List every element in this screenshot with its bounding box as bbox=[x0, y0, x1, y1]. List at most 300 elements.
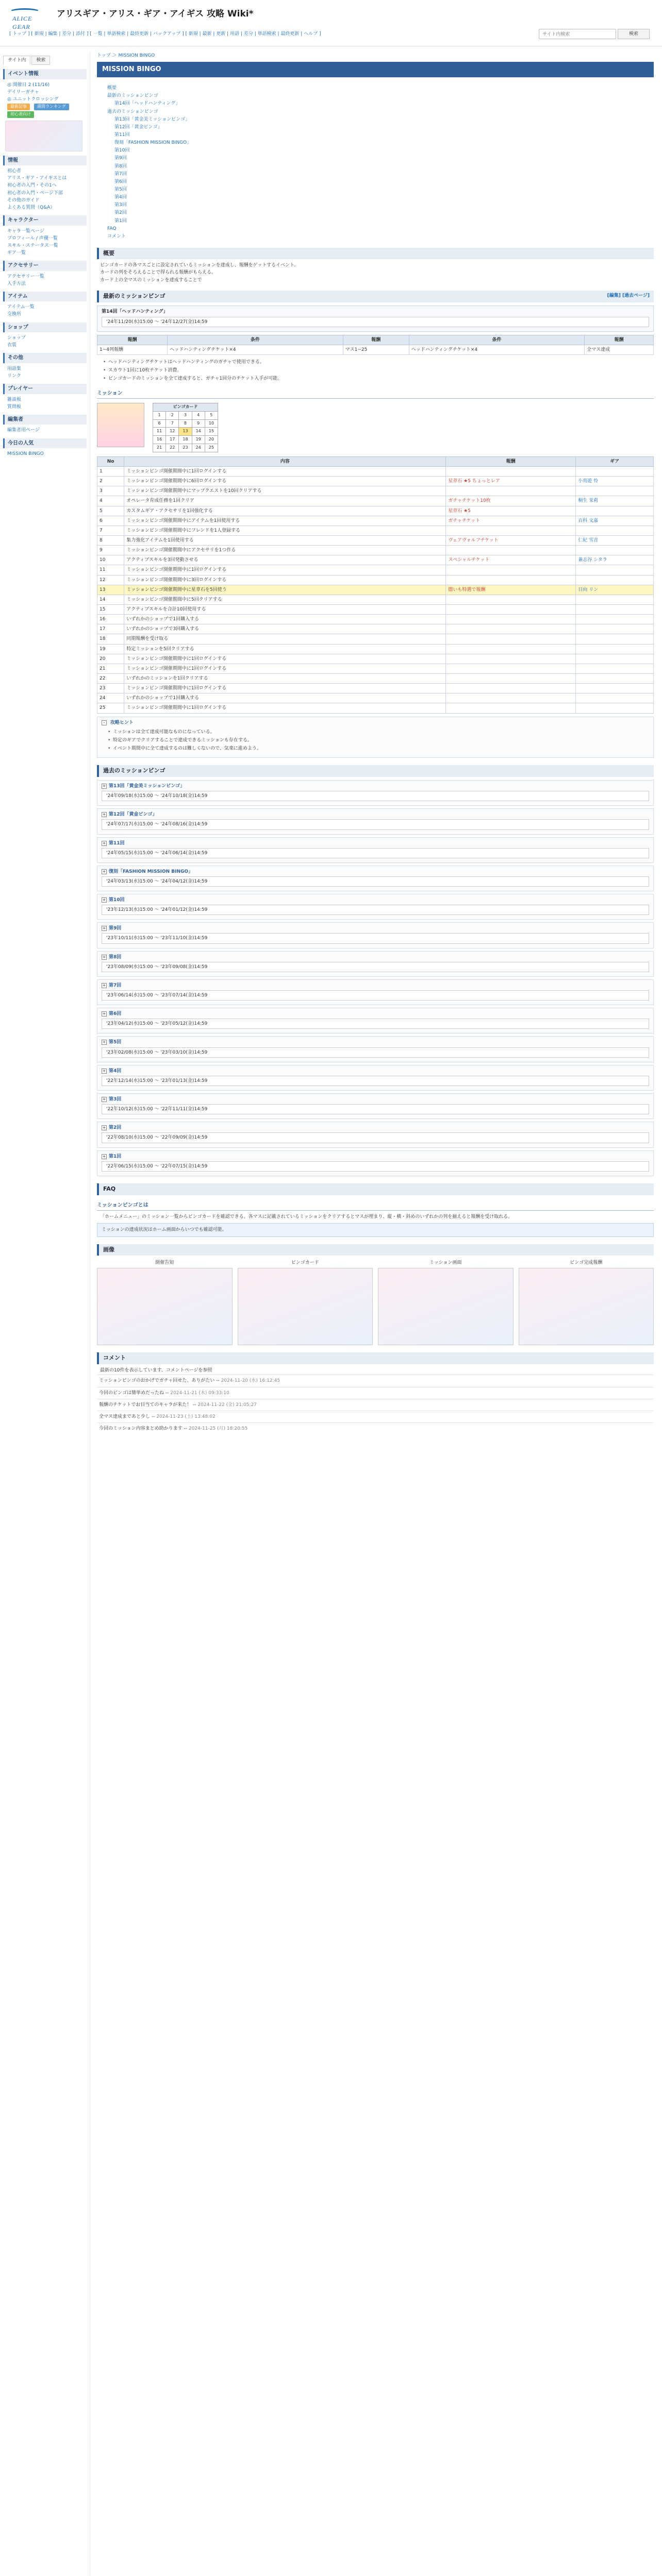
past-bingo-period: '23年02/08(水)15:00 ～ '23年03/10(金)14:59 bbox=[102, 1047, 649, 1058]
sidebar-link[interactable]: ◎ ユニットクロッシング bbox=[7, 96, 59, 102]
latest-reward-table bbox=[97, 335, 654, 355]
sidebar-section-heading: 今日の人気 bbox=[3, 438, 87, 449]
comment-text: 全マス達成まであと少し bbox=[99, 1414, 151, 1419]
table-cell[interactable] bbox=[576, 624, 654, 634]
bingo-cell: 18 bbox=[179, 436, 192, 444]
breadcrumb[interactable]: トップ ＞ MISSION BINGO bbox=[97, 53, 155, 58]
gallery-cell bbox=[238, 1260, 373, 1345]
table-cell: アクティブスキルを3回発動させる bbox=[124, 555, 446, 565]
table-cell[interactable] bbox=[576, 615, 654, 624]
table-cell: 21 bbox=[97, 664, 124, 673]
table-cell bbox=[446, 624, 576, 634]
table-row bbox=[97, 555, 654, 565]
toc-item[interactable]: 第9回 bbox=[114, 156, 127, 161]
comment-item: 今回のビンゴは簡単めだったね -- 2024-11-21 (木) 09:33:10 bbox=[97, 1387, 654, 1399]
reward-table-header: 報酬 bbox=[97, 335, 168, 345]
table-row bbox=[97, 526, 654, 535]
table-row bbox=[97, 546, 654, 555]
toc-item[interactable]: 第2回 bbox=[114, 210, 127, 216]
table-cell[interactable] bbox=[576, 486, 654, 496]
table-cell[interactable] bbox=[576, 526, 654, 535]
table-cell[interactable] bbox=[576, 546, 654, 555]
sidebar-link[interactable]: スキル・ステータス一覧 bbox=[7, 243, 58, 248]
sidebar-tag-badge[interactable]: 初心者向け bbox=[7, 111, 34, 118]
toc-item[interactable]: 第7回 bbox=[114, 171, 127, 177]
gallery-image[interactable] bbox=[97, 1268, 233, 1345]
note-item: • ヘッドハンティングチケットはヘッドハンティングのガチャで使用できる。 bbox=[103, 358, 654, 366]
bingo-cell: 20 bbox=[205, 436, 218, 444]
past-bingo-fold[interactable] bbox=[97, 951, 654, 977]
bingo-visual-area bbox=[97, 403, 654, 452]
table-cell: 23 bbox=[97, 684, 124, 693]
comment-timestamp: 2024-11-21 (木) 09:33:10 bbox=[170, 1390, 229, 1396]
past-bingo-fold[interactable] bbox=[97, 1036, 654, 1062]
sidebar-link[interactable]: ギア一覧 bbox=[7, 250, 26, 256]
past-bingo-fold[interactable] bbox=[97, 1122, 654, 1147]
gallery-cell bbox=[97, 1260, 233, 1345]
past-bingo-fold[interactable] bbox=[97, 1065, 654, 1091]
table-cell bbox=[446, 575, 576, 585]
bingo-cell: 3 bbox=[179, 411, 192, 419]
toc-item[interactable]: 概要 bbox=[107, 86, 117, 91]
past-bingo-list bbox=[97, 780, 654, 1176]
past-bingo-fold[interactable] bbox=[97, 808, 654, 834]
mission-table-header: 内容 bbox=[124, 456, 446, 466]
table-row bbox=[97, 585, 654, 595]
comment-timestamp: 2024-11-23 (土) 13:48:02 bbox=[156, 1414, 216, 1419]
table-row bbox=[97, 496, 654, 506]
fold-toggle-icon[interactable]: - bbox=[102, 720, 107, 725]
table-row bbox=[97, 506, 654, 516]
toc-item[interactable]: 最新のミッションビンゴ bbox=[107, 93, 158, 99]
table-row bbox=[97, 604, 654, 614]
table-cell: ミッションビンゴ開催期間中に1回ログインする bbox=[124, 664, 446, 673]
table-cell: ミッションビンゴ開催期間中にアクセサリを1つ作る bbox=[124, 546, 446, 555]
site-title[interactable]: アリスギア・アリス・ギア・アイギス 攻略 Wiki* bbox=[57, 9, 254, 19]
bingo-cell: 6 bbox=[153, 419, 166, 428]
toc-item[interactable]: 第5回 bbox=[114, 187, 127, 193]
fold-toggle-icon[interactable]: + bbox=[102, 869, 106, 874]
sidebar-link[interactable]: MISSION BINGO bbox=[7, 451, 44, 457]
table-cell: 2 bbox=[97, 477, 124, 486]
toc-item[interactable]: 過去のミッションビンゴ bbox=[107, 109, 158, 114]
section-faq-heading: FAQ bbox=[97, 1183, 654, 1195]
table-cell: 11 bbox=[97, 565, 124, 575]
bingo-cell: 25 bbox=[205, 444, 218, 452]
past-bingo-fold[interactable] bbox=[97, 922, 654, 948]
table-cell[interactable]: 兼志谷 シタラ bbox=[576, 555, 654, 565]
sidebar-link[interactable]: アリス・ギア・アイギスとは bbox=[7, 176, 67, 181]
gallery-image[interactable] bbox=[378, 1268, 514, 1345]
table-cell: 25 bbox=[97, 703, 124, 713]
fold-toggle-icon[interactable]: + bbox=[102, 1011, 106, 1016]
bingo-cell: 19 bbox=[192, 436, 205, 444]
sidebar-link[interactable]: 編集者用ページ bbox=[7, 428, 40, 433]
past-bingo-period: '23年10/11(水)15:00 ～ '23年11/10(金)14:59 bbox=[102, 933, 649, 943]
table-cell: ミッションビンゴ開催期間中に1回ログインする bbox=[124, 467, 446, 477]
bingo-grid-row bbox=[153, 411, 218, 419]
table-row bbox=[97, 693, 654, 703]
fold-toggle-icon[interactable]: + bbox=[102, 1097, 106, 1102]
section-overview-heading: 概要 bbox=[97, 248, 654, 260]
past-bingo-period: '24年09/18(水)15:00 ～ '24年10/18(金)14:59 bbox=[102, 791, 649, 801]
toc-item[interactable]: 第10回 bbox=[114, 148, 130, 154]
sidebar-tag-badge[interactable]: 週間ランキング bbox=[34, 104, 69, 110]
gallery-grid bbox=[97, 1260, 654, 1345]
toc-item[interactable]: 第11回 bbox=[114, 132, 130, 138]
table-row bbox=[97, 703, 654, 713]
toc-item[interactable]: 第14回「ヘッドハンティング」 bbox=[114, 101, 180, 107]
past-bingo-fold[interactable] bbox=[97, 979, 654, 1005]
bingo-grid-row bbox=[153, 444, 218, 452]
main-content bbox=[97, 52, 654, 2576]
bingo-cell: 13 bbox=[179, 428, 192, 436]
logo-text: ALICE GEAR bbox=[12, 15, 32, 31]
gallery-caption: ミッション画面 bbox=[429, 1260, 462, 1266]
table-row bbox=[97, 624, 654, 634]
table-cell[interactable]: 日向 リン bbox=[576, 585, 654, 595]
table-cell: ヴェアヴォルフチケット bbox=[446, 536, 576, 546]
sidebar-link[interactable]: 衣装 bbox=[7, 343, 17, 348]
sidebar-section-heading: イベント情報 bbox=[3, 69, 87, 79]
faq-subheading: ミッションビンゴとは bbox=[97, 1200, 654, 1211]
gallery-cell bbox=[519, 1260, 654, 1345]
sidebar-link[interactable]: よくある質問（Q&A） bbox=[7, 205, 55, 210]
gallery-caption: ビンゴ完成報酬 bbox=[570, 1260, 603, 1266]
past-bingo-title: 第1回 bbox=[109, 1154, 122, 1159]
past-bingo-period: '22年10/12(水)15:00 ～ '22年11/11(金)14:59 bbox=[102, 1104, 649, 1114]
bingo-cell: 10 bbox=[205, 419, 218, 428]
table-cell: 16 bbox=[97, 615, 124, 624]
comment-text: 今回のビンゴは簡単めだったね bbox=[99, 1390, 164, 1396]
fold-toggle-icon[interactable]: + bbox=[102, 1154, 106, 1159]
bingo-grid-header: ビンゴカード bbox=[153, 403, 218, 412]
comment-text: ミッションビンゴのおかげでガチャ回せた、ありがたい bbox=[99, 1378, 215, 1384]
sidebar-link[interactable]: アイテム一覧 bbox=[7, 304, 35, 310]
past-bingo-title: 第5回 bbox=[109, 1040, 122, 1045]
table-cell[interactable] bbox=[576, 664, 654, 673]
toc-item[interactable]: 第13回「黄金美ミッションビンゴ」 bbox=[114, 116, 190, 122]
section-latest-heading bbox=[97, 291, 654, 302]
sidebar-link[interactable]: 雑談板 bbox=[7, 397, 22, 402]
table-cell: 9 bbox=[97, 546, 124, 555]
table-cell[interactable] bbox=[576, 693, 654, 703]
fold-toggle-icon[interactable]: + bbox=[102, 1125, 106, 1130]
table-cell[interactable] bbox=[576, 634, 654, 644]
sidebar-link[interactable]: キャラ一覧ページ bbox=[7, 228, 44, 234]
table-cell: 20 bbox=[97, 654, 124, 664]
past-bingo-fold[interactable] bbox=[97, 1093, 654, 1119]
sidebar-link[interactable]: ショップ bbox=[7, 335, 26, 341]
fold-toggle-icon[interactable]: + bbox=[102, 812, 106, 817]
table-row bbox=[97, 575, 654, 585]
past-bingo-fold[interactable] bbox=[97, 780, 654, 806]
bingo-card-image bbox=[97, 403, 144, 447]
table-cell[interactable]: 百科 文嘉 bbox=[576, 516, 654, 526]
fold-toggle-icon[interactable]: + bbox=[102, 954, 106, 959]
reward-table-header: 条件 bbox=[168, 335, 343, 345]
fold-toggle-icon[interactable]: + bbox=[102, 1068, 106, 1073]
table-cell: 1 bbox=[97, 467, 124, 477]
table-row bbox=[97, 615, 654, 624]
sidebar-link[interactable]: デイリーガチャ bbox=[7, 89, 39, 95]
mission-table bbox=[97, 456, 654, 714]
table-cell bbox=[446, 664, 576, 673]
toc-item[interactable]: 第1回 bbox=[114, 218, 127, 224]
note-item: • ビンゴカードのミッションを全て達成すると、ガチャ1回分のチケット入手が可能。 bbox=[103, 375, 654, 383]
table-cell: カスタムギア・アクセサリを1回強化する bbox=[124, 506, 446, 516]
sidebar-banner-image[interactable] bbox=[5, 121, 82, 151]
sidebar-link[interactable]: 入手方法 bbox=[7, 281, 26, 286]
toc-item[interactable]: FAQ bbox=[107, 226, 117, 231]
table-cell: 15 bbox=[97, 604, 124, 614]
past-bingo-title: 第13回「黄金美ミッションビンゴ」 bbox=[109, 783, 185, 789]
table-cell: ミッションビンゴ開催期間中に3回ログインする bbox=[124, 575, 446, 585]
search-input[interactable] bbox=[539, 29, 616, 39]
comment-timestamp: 2024-11-22 (金) 21:05:27 bbox=[197, 1402, 257, 1408]
bingo-cell: 21 bbox=[153, 444, 166, 452]
table-row bbox=[97, 684, 654, 693]
site-logo[interactable] bbox=[6, 5, 47, 31]
top-nav[interactable]: [ トップ ] [ 新規 | 編集 | 差分 | 添付 ] [ 一覧 | 単語検索 | 最終更新 | バックアップ ] [ 新規 | 最新 | 更新 | 用語 | 差分 | 単語検索 | 最終更新 | ヘルプ ] bbox=[9, 31, 321, 37]
toc-item[interactable]: 第12回「黄金ビンゴ」 bbox=[114, 124, 162, 130]
hint-item: • イベント期間中に全て達成するのは難しくないので、気楽に進めよう。 bbox=[108, 744, 649, 753]
sidebar-link[interactable]: その他のガイド bbox=[7, 197, 40, 203]
toc-item[interactable]: コメント bbox=[107, 233, 126, 239]
table-cell: 同期報酬を受け取る bbox=[124, 634, 446, 644]
bingo-cell: 24 bbox=[192, 444, 205, 452]
sidebar-sections bbox=[3, 69, 87, 457]
table-row bbox=[97, 644, 654, 654]
sidebar-link[interactable]: リンク bbox=[7, 374, 21, 379]
comment-timestamp: 2024-11-25 (月) 18:20:55 bbox=[188, 1426, 248, 1432]
table-cell: ミッションビンゴ開催期間中にアイテムを1回使用する bbox=[124, 516, 446, 526]
table-cell[interactable] bbox=[576, 654, 654, 664]
sidebar-tab-search[interactable]: 検索 bbox=[31, 56, 50, 65]
comment-item: 今回のミッション内容まとめ助かります -- 2024-11-25 (月) 18:20:55 bbox=[97, 1422, 654, 1434]
latest-bingo-title: 第14回「ヘッドハンティング」 bbox=[102, 309, 168, 314]
bingo-cell: 16 bbox=[153, 436, 166, 444]
table-cell bbox=[446, 703, 576, 713]
table-cell[interactable] bbox=[576, 595, 654, 604]
toc-item[interactable]: 第8回 bbox=[114, 163, 127, 169]
table-cell: 10 bbox=[97, 555, 124, 565]
hints-fold[interactable] bbox=[97, 717, 654, 758]
gallery-caption: ビンゴカード bbox=[291, 1260, 319, 1266]
bingo-cell: 22 bbox=[166, 444, 179, 452]
table-cell: ミッションビンゴ開催期間中に1回ログインする bbox=[124, 703, 446, 713]
table-cell: 集力強化アイテムを1回使用する bbox=[124, 536, 446, 546]
table-cell: 12 bbox=[97, 575, 124, 585]
bingo-cell: 2 bbox=[166, 411, 179, 419]
table-cell: ミッションビンゴ開催期間中に1回ログインする bbox=[124, 654, 446, 664]
table-cell[interactable] bbox=[576, 565, 654, 575]
past-bingo-fold[interactable] bbox=[97, 1008, 654, 1033]
past-bingo-fold[interactable] bbox=[97, 1150, 654, 1176]
table-cell: 5 bbox=[97, 506, 124, 516]
latest-notes-list bbox=[103, 358, 654, 383]
overview-text-3: カード上の全マスのミッションを達成することで bbox=[100, 277, 202, 283]
past-bingo-title: 復刻「FASHION MISSION BINGO」 bbox=[109, 869, 193, 874]
past-bingo-period: '24年05/15(水)15:00 ～ '24年06/14(金)14:59 bbox=[102, 848, 649, 858]
latest-bingo-period: '24年11/20(水)15:00 ～ '24年12/27(金)14:59 bbox=[102, 317, 649, 327]
table-cell: 18 bbox=[97, 634, 124, 644]
table-cell: ガチャチケット10枚 bbox=[446, 496, 576, 506]
hint-list bbox=[108, 728, 649, 753]
table-cell bbox=[446, 486, 576, 496]
fold-toggle-icon[interactable]: + bbox=[102, 897, 106, 903]
hint-item: • ミッションは全て達成可能なものになっている。 bbox=[108, 728, 649, 736]
toc-item[interactable]: 第3回 bbox=[114, 202, 127, 208]
gallery-image[interactable] bbox=[238, 1268, 373, 1345]
table-cell bbox=[446, 673, 576, 683]
table-cell[interactable] bbox=[576, 644, 654, 654]
past-bingo-title: 第8回 bbox=[109, 954, 122, 960]
search-button[interactable]: 検索 bbox=[618, 29, 650, 39]
table-cell: 闇いも特選で報酬 bbox=[446, 585, 576, 595]
gallery-image[interactable] bbox=[519, 1268, 654, 1345]
latest-edit-links[interactable]: [編集] [過去ページ] bbox=[607, 293, 650, 298]
mission-table-header: No bbox=[97, 456, 124, 466]
mission-subheading: ミッション bbox=[97, 388, 654, 399]
table-cell: ミッションビンゴ開催期間中に1回ログインする bbox=[124, 684, 446, 693]
bingo-cell: 1 bbox=[153, 411, 166, 419]
hint-item: • 特定のギアでクリアすることで達成できるミッションも存在する。 bbox=[108, 736, 649, 744]
hints-fold-title: 攻略ヒント bbox=[110, 720, 134, 725]
sidebar-link[interactable]: 初心者の入門・ページ下部 bbox=[7, 190, 63, 196]
table-cell: 17 bbox=[97, 624, 124, 634]
bingo-grid-row bbox=[153, 436, 218, 444]
bingo-grid-row bbox=[153, 428, 218, 436]
table-cell[interactable]: 仁紀 雪音 bbox=[576, 536, 654, 546]
sidebar-tag-badge[interactable]: 最新記事 bbox=[7, 104, 30, 110]
bingo-cell: 23 bbox=[179, 444, 192, 452]
sidebar-link[interactable]: アクセサリー一覧 bbox=[7, 274, 44, 279]
faq-text: 「ホームメニュー」のミッション一覧からビンゴカードを確認できる。各マスに記載されているミッションをクリアするとマスが埋まり、縦・横・斜めのいずれかの列を揃えると報酬を受け取れる。 bbox=[100, 1214, 513, 1220]
table-cell: 3 bbox=[97, 486, 124, 496]
table-cell bbox=[446, 546, 576, 555]
table-cell bbox=[446, 595, 576, 604]
sidebar-link[interactable]: 用語集 bbox=[7, 366, 22, 371]
sidebar-section-heading: アクセサリー bbox=[3, 261, 87, 271]
table-cell[interactable] bbox=[576, 684, 654, 693]
sidebar-link[interactable]: 初心者の入門・その1へ bbox=[7, 183, 57, 189]
table-cell: 19 bbox=[97, 644, 124, 654]
fold-toggle-icon[interactable]: + bbox=[102, 982, 106, 988]
bingo-cell: 9 bbox=[192, 419, 205, 428]
table-cell[interactable] bbox=[576, 604, 654, 614]
fold-toggle-icon[interactable]: + bbox=[102, 840, 106, 845]
past-bingo-fold[interactable] bbox=[97, 866, 654, 891]
sidebar-link[interactable]: 初心者 bbox=[7, 168, 22, 174]
table-cell: 13 bbox=[97, 585, 124, 595]
table-cell: ミッションビンゴ開催期間中に1回ログインする bbox=[124, 565, 446, 575]
past-bingo-title: 第4回 bbox=[109, 1068, 122, 1074]
sidebar-tab-site[interactable]: サイト内 bbox=[3, 56, 30, 65]
comments-note[interactable]: 最新の10件を表示しています。コメントページを参照 bbox=[100, 1368, 212, 1374]
table-cell[interactable]: 桐生 茉莉 bbox=[576, 496, 654, 506]
past-bingo-period: '23年12/13(水)15:00 ～ '24年01/12(金)14:59 bbox=[102, 905, 649, 915]
table-cell[interactable] bbox=[576, 506, 654, 516]
table-cell: いずれかのショップで1回購入する bbox=[124, 693, 446, 703]
table-cell[interactable] bbox=[576, 703, 654, 713]
table-cell: ミッションビンゴ開催期間中にマップクエストを10回クリアする bbox=[124, 486, 446, 496]
sidebar-link[interactable]: 質問板 bbox=[7, 404, 22, 410]
comment-item: 報酬のチケットでお目当てのキャラが来た！ -- 2024-11-22 (金) 21:05:27 bbox=[97, 1399, 654, 1411]
table-cell: いずれかのショップで3回購入する bbox=[124, 624, 446, 634]
sidebar-section-heading: その他 bbox=[3, 353, 87, 363]
toc-item[interactable]: 第4回 bbox=[114, 195, 127, 200]
table-cell[interactable] bbox=[576, 575, 654, 585]
past-bingo-title: 第9回 bbox=[109, 926, 122, 931]
sidebar-link[interactable]: 交換所 bbox=[7, 312, 22, 317]
toc-item[interactable]: 第6回 bbox=[114, 179, 127, 184]
note-item: • スカウト1回に10枚チケット消費。 bbox=[103, 366, 654, 375]
past-bingo-title: 第7回 bbox=[109, 982, 122, 988]
table-cell: ミッションビンゴ開催期間中に星章石を5回使う bbox=[124, 585, 446, 595]
table-cell: 星章石 ★5 ちょっとレア bbox=[446, 477, 576, 486]
comment-timestamp: 2024-11-20 (水) 16:12:45 bbox=[221, 1378, 280, 1384]
table-cell: ミッションビンゴ開催期間中に6回ログインする bbox=[124, 477, 446, 486]
table-cell: 特定ミッションを5回クリアする bbox=[124, 644, 446, 654]
table-cell: 6 bbox=[97, 516, 124, 526]
table-cell: アクティブスキルを合計10回使用する bbox=[124, 604, 446, 614]
table-row bbox=[97, 664, 654, 673]
past-bingo-title: 第3回 bbox=[109, 1097, 122, 1103]
bingo-cell: 4 bbox=[192, 411, 205, 419]
table-cell[interactable] bbox=[576, 673, 654, 683]
fold-toggle-icon[interactable]: + bbox=[102, 783, 106, 788]
reward-table-header: 報酬 bbox=[343, 335, 409, 345]
past-bingo-fold[interactable] bbox=[97, 894, 654, 920]
toc-item[interactable]: 復刻「FASHION MISSION BINGO」 bbox=[114, 140, 192, 146]
table-of-contents bbox=[107, 84, 654, 241]
fold-toggle-icon[interactable]: + bbox=[102, 1040, 106, 1045]
table-cell[interactable] bbox=[576, 467, 654, 477]
table-cell bbox=[446, 526, 576, 535]
bingo-cell: 8 bbox=[179, 419, 192, 428]
latest-bingo-frame bbox=[97, 306, 654, 332]
section-comments-heading: コメント bbox=[97, 1352, 654, 1364]
sidebar-link[interactable]: ◎ 開催日 2 (11/16) bbox=[7, 82, 50, 88]
table-cell bbox=[446, 634, 576, 644]
bingo-cell: 11 bbox=[153, 428, 166, 436]
table-cell bbox=[446, 604, 576, 614]
table-cell: オペレータ育成任務を1回クリア bbox=[124, 496, 446, 506]
sidebar-link[interactable]: プロフィール / 声優一覧 bbox=[7, 235, 58, 241]
table-cell bbox=[446, 684, 576, 693]
table-row bbox=[97, 477, 654, 486]
sidebar-section-heading: 編集者 bbox=[3, 415, 87, 425]
past-bingo-period: '23年04/12(水)15:00 ～ '23年05/12(金)14:59 bbox=[102, 1019, 649, 1029]
sidebar-section-heading: ショップ bbox=[3, 323, 87, 333]
sidebar-tabs bbox=[3, 56, 87, 65]
table-row bbox=[97, 516, 654, 526]
past-bingo-period: '23年06/14(水)15:00 ～ '23年07/14(金)14:59 bbox=[102, 990, 649, 1001]
table-cell[interactable]: 小鳥遊 怜 bbox=[576, 477, 654, 486]
bingo-cell: 7 bbox=[166, 419, 179, 428]
past-bingo-period: '22年12/14(水)15:00 ～ '23年01/13(金)14:59 bbox=[102, 1076, 649, 1086]
table-cell bbox=[446, 467, 576, 477]
fold-toggle-icon[interactable]: + bbox=[102, 926, 106, 931]
table-cell: ガチャチケット bbox=[446, 516, 576, 526]
sidebar-section-heading: プレイヤー bbox=[3, 384, 87, 394]
mission-table-header: ギア bbox=[576, 456, 654, 466]
table-cell: 8 bbox=[97, 536, 124, 546]
past-bingo-fold[interactable] bbox=[97, 837, 654, 863]
table-row bbox=[97, 595, 654, 604]
table-cell bbox=[446, 644, 576, 654]
